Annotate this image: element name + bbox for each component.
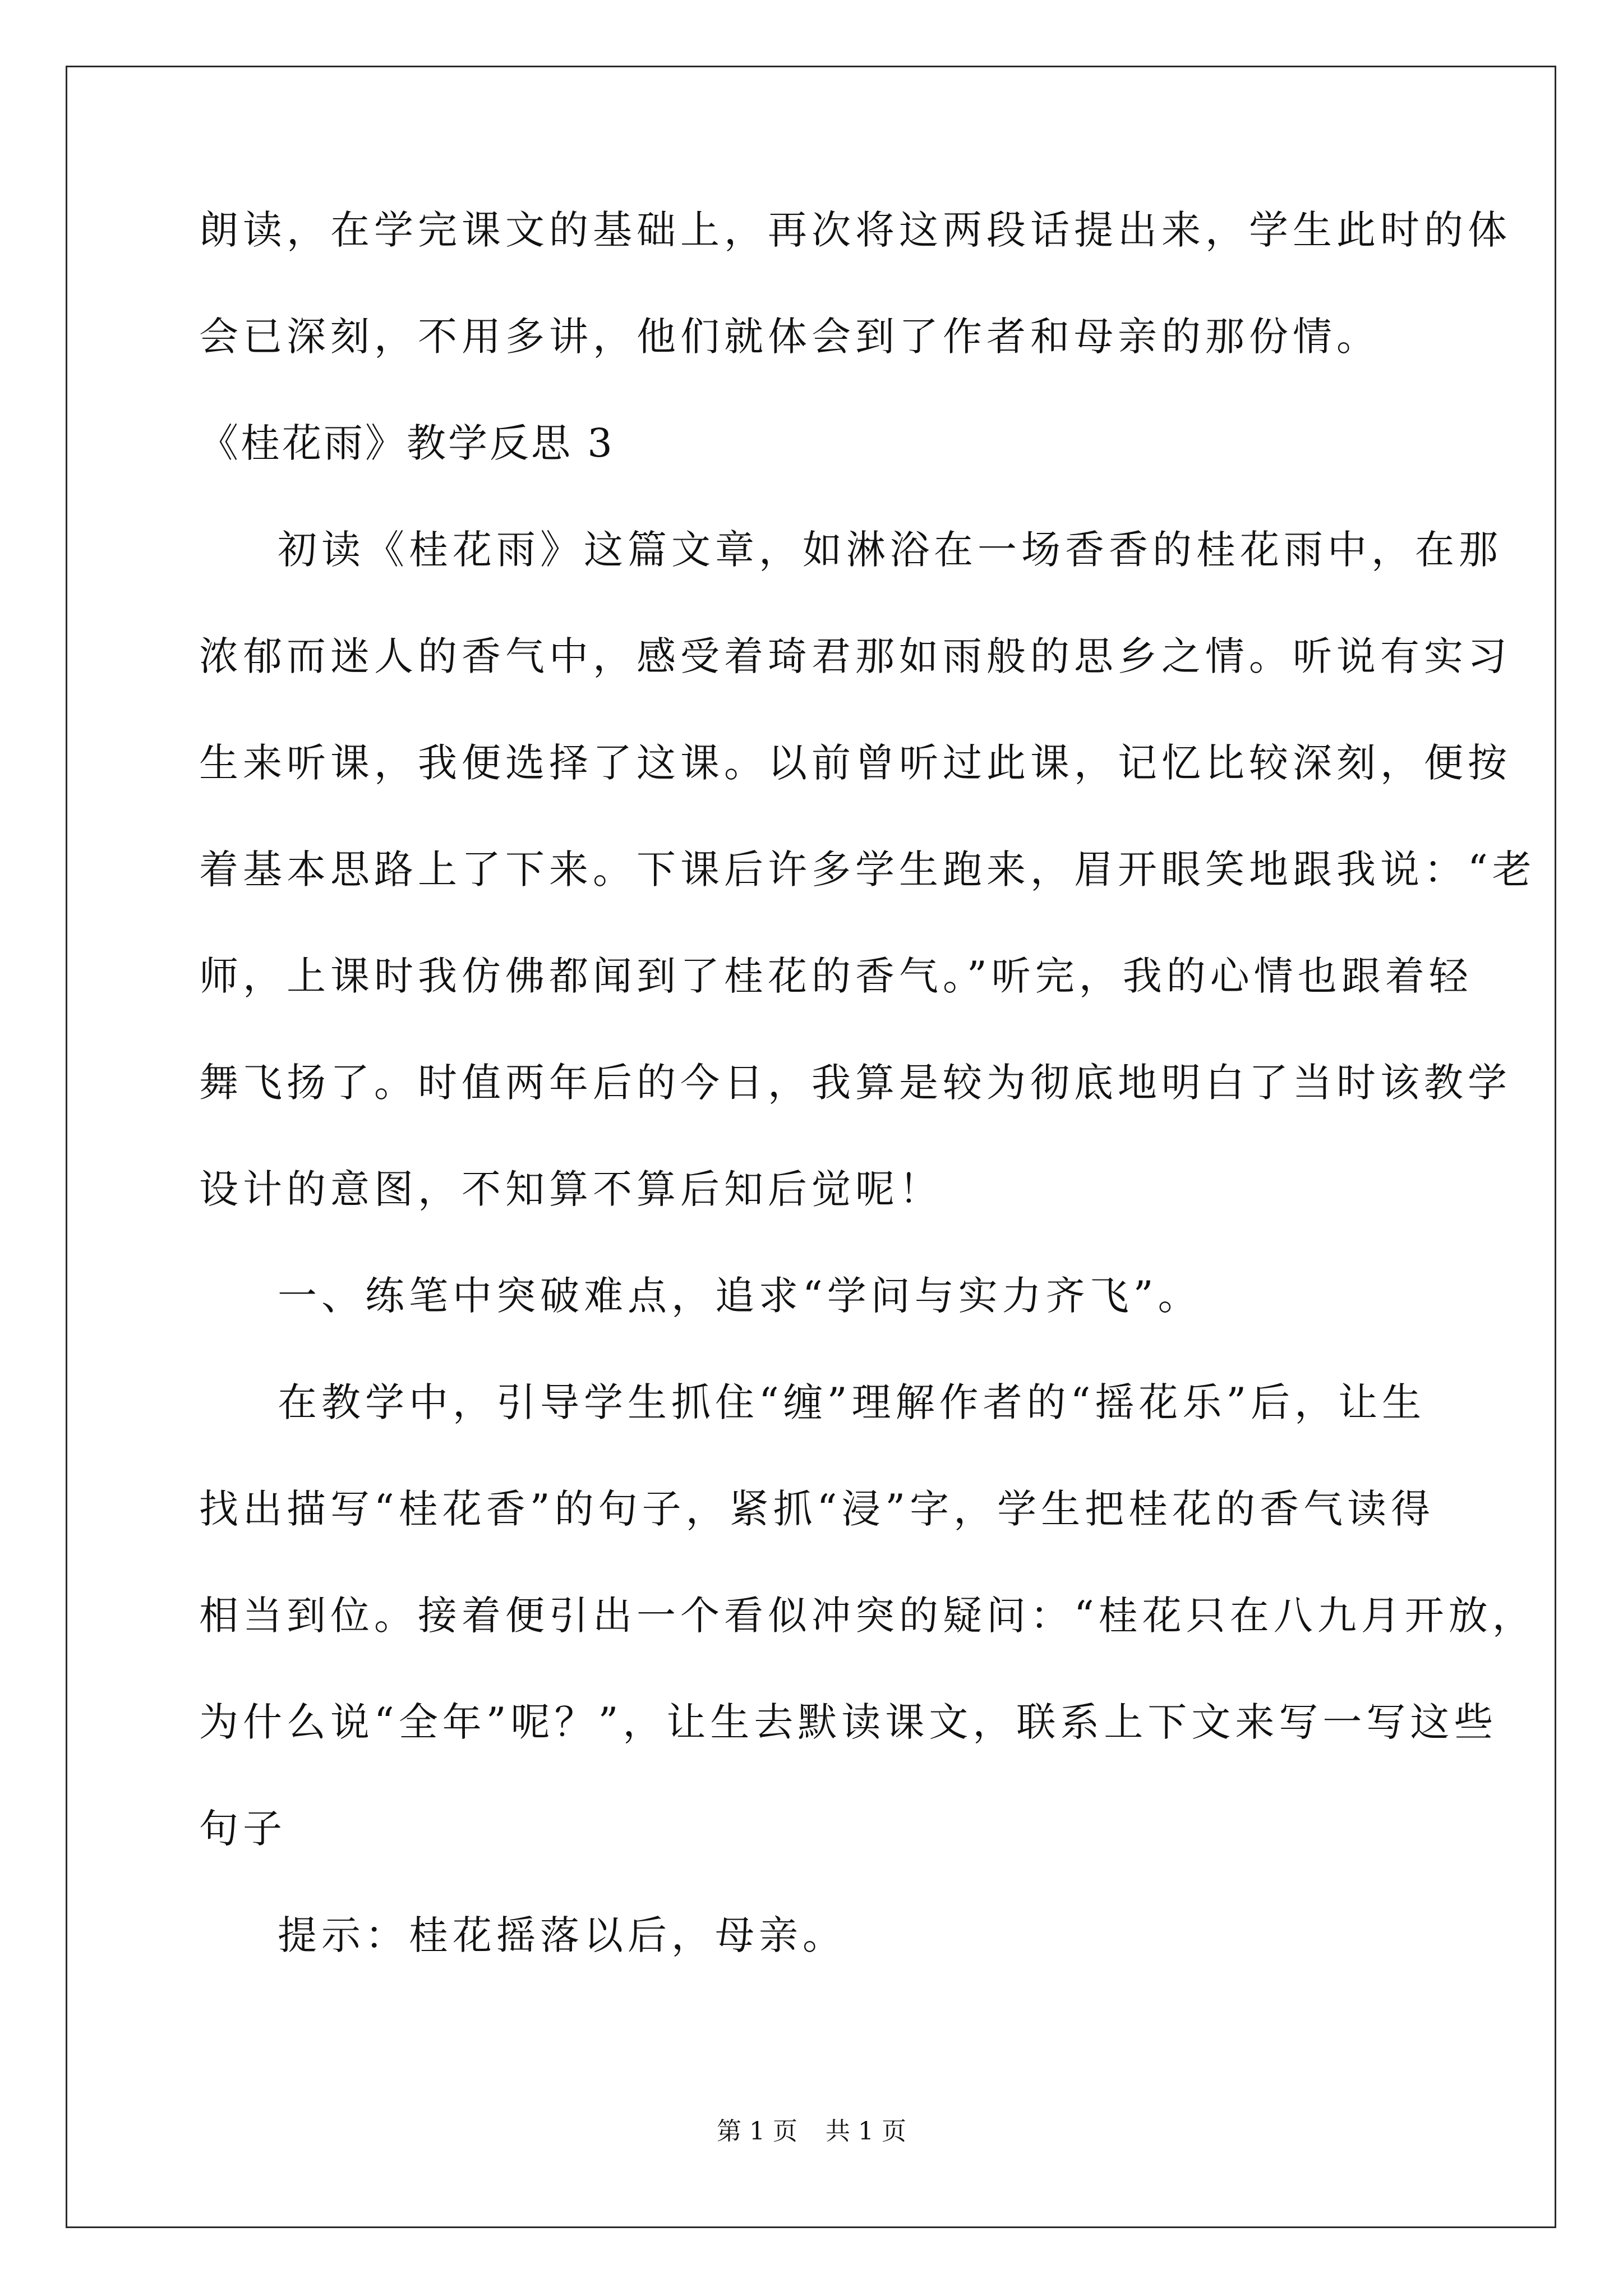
text-line: 相当到位。接着便引出一个看似冲突的疑问：“桂花只在八九月开放， bbox=[199, 1593, 1536, 1639]
text-line: 设计的意图，不知算不算后知后觉呢！ bbox=[199, 1166, 943, 1212]
page-number: 第 1 页 bbox=[717, 2117, 797, 2146]
text-line: 找出描写“桂花香”的句子，紧抓“浸”字，学生把桂花的香气读得 bbox=[199, 1486, 1435, 1532]
text-line: 生来听课，我便选择了这课。以前曾听过此课，记忆比较深刻，便按 bbox=[199, 740, 1511, 786]
text-line: 提示：桂花摇落以后，母亲。 bbox=[278, 1912, 846, 1958]
text-line: 句子 bbox=[199, 1806, 287, 1852]
text-line: 着基本思路上了下来。下课后许多学生跑来，眉开眼笑地跟我说：“老 bbox=[199, 846, 1536, 892]
page-total: 共 1 页 bbox=[826, 2117, 906, 2146]
subheading: 一、练笔中突破难点，追求“学问与实力齐飞”。 bbox=[278, 1273, 1202, 1319]
page-footer bbox=[0, 2115, 1623, 2148]
text-line: 在教学中，引导学生抓住“缠”理解作者的“摇花乐”后，让生 bbox=[278, 1379, 1426, 1425]
text-line: 师，上课时我仿佛都闻到了桂花的香气。”听完，我的心情也跟着轻 bbox=[199, 953, 1473, 999]
text-line: 为什么说“全年”呢？”，让生去默读课文，联系上下文来写一写这些 bbox=[199, 1699, 1498, 1745]
section-heading: 《桂花雨》教学反思 3 bbox=[199, 420, 615, 466]
text-line: 舞飞扬了。时值两年后的今日，我算是较为彻底地明白了当时该教学 bbox=[199, 1060, 1511, 1106]
text-line: 浓郁而迷人的香气中，感受着琦君那如雨般的思乡之情。听说有实习 bbox=[199, 633, 1511, 679]
text-line: 朗读，在学完课文的基础上，再次将这两段话提出来，学生此时的体 bbox=[199, 207, 1511, 253]
page-border bbox=[66, 66, 1556, 2228]
text-line: 初读《桂花雨》这篇文章，如淋浴在一场香香的桂花雨中，在那 bbox=[278, 527, 1502, 573]
text-line: 会已深刻，不用多讲，他们就体会到了作者和母亲的那份情。 bbox=[199, 314, 1380, 360]
